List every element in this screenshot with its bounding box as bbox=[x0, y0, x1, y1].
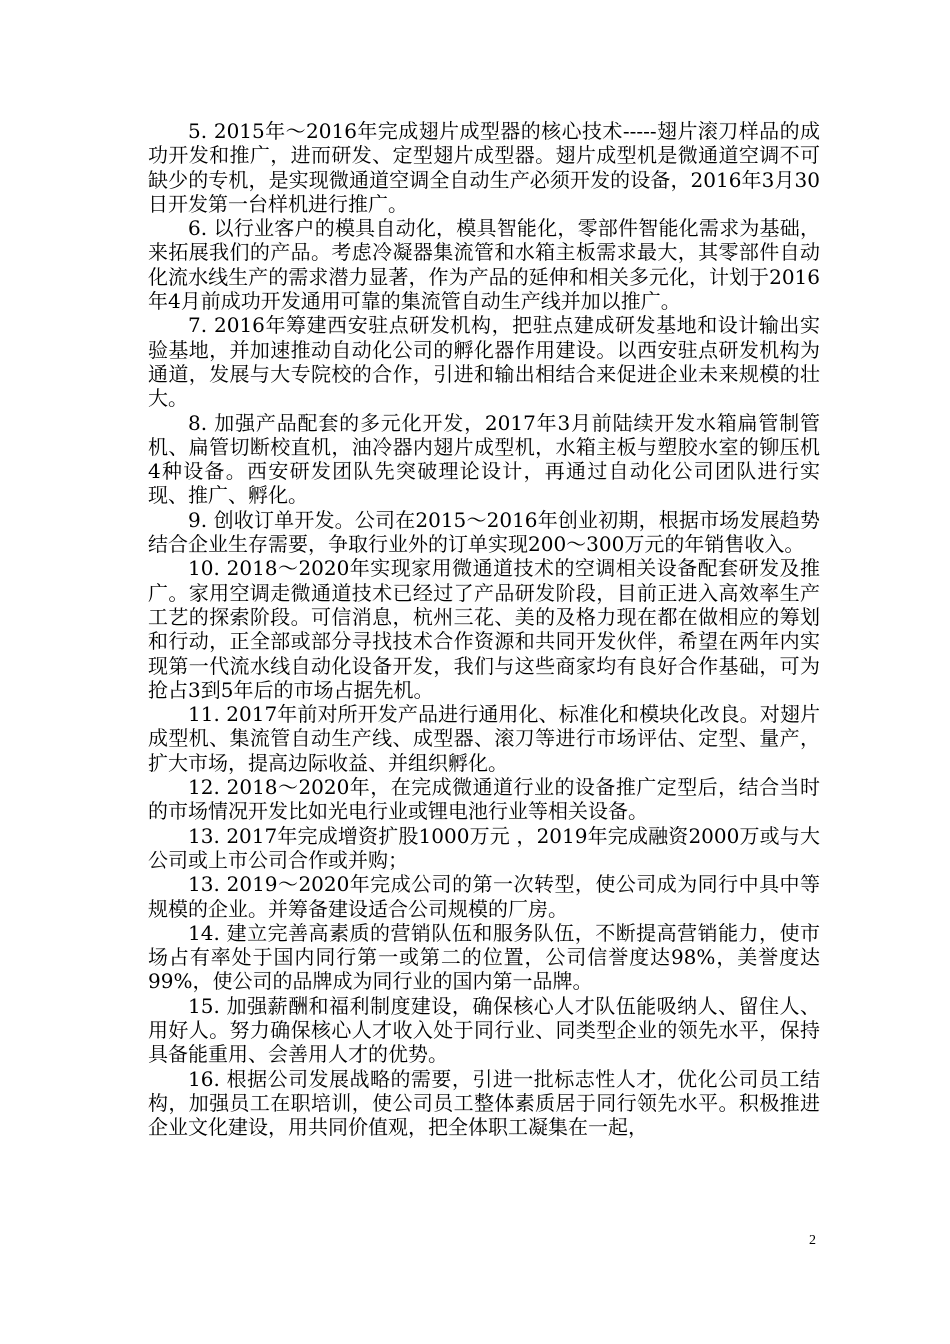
paragraph-item-9: 9. 创收订单开发。公司在2015～2016年创业初期，根据市场发展趋势结合企业生存需要，争取行业外的订单实现200～300万元的年销售收入。 bbox=[148, 507, 820, 557]
paragraph-item-15: 15. 加强薪酬和福利制度建设，确保核心人才队伍能吸纳人、留住人、用好人。努力确保核心人才收入处于同行业、同类型企业的领先水平，保持具备能重用、会善用人才的优势。 bbox=[148, 993, 820, 1067]
paragraph-item-16: 16. 根据公司发展战略的需要，引进一批标志性人才，优化公司员工结构，加强员工在职培训，使公司员工整体素质居于同行领先水平。积极推进企业文化建设，用共同价值观，把全体职工凝集在一起， bbox=[148, 1066, 820, 1140]
paragraph-item-13b: 13. 2019～2020年完成公司的第一次转型，使公司成为同行中具中等规模的企业。并筹备建设适合公司规模的厂房。 bbox=[148, 872, 820, 921]
paragraph-item-11: 11. 2017年前对所开发产品进行通用化、标准化和模块化改良。对翅片成型机、集流管自动生产线、成型器、滚刀等进行市场评估、定型、量产，扩大市场，提高边际收益、并组织孵化。 bbox=[148, 702, 820, 775]
document-body bbox=[148, 119, 820, 1139]
paragraph-item-14: 14. 建立完善高素质的营销队伍和服务队伍，不断提高营销能力，使市场占有率处于国内同行第一或第二的位置，公司信誉度达98%，美誉度达99%，使公司的品牌成为同行业的国内第一品牌。 bbox=[148, 920, 820, 994]
paragraph-item-7: 7. 2016年筹建西安驻点研发机构，把驻点建成研发基地和设计输出实验基地，并加速推动自动化公司的孵化器作用建设。以西安驻点研发机构为通道，发展与大专院校的合作，引进和输出相结合来促进企业未来规模的壮大。 bbox=[148, 313, 820, 411]
paragraph-item-13a: 13. 2017年完成增资扩股1000万元 ，2019年完成融资2000万或与大公司或上市公司合作或并购； bbox=[148, 823, 820, 872]
paragraph-item-8: 8. 加强产品配套的多元化开发，2017年3月前陆续开发水箱扁管制管机、扁管切断校直机，油冷器内翅片成型机，水箱主板与塑胶水室的铆压机4种设备。西安研发团队先突破理论设计，再通过自动化公司团队进行实现、推广、孵化。 bbox=[148, 410, 820, 508]
paragraph-item-6: 6. 以行业客户的模具自动化，模具智能化，零部件智能化需求为基础，来拓展我们的产品。考虑冷凝器集流管和水箱主板需求最大，其零部件自动化流水线生产的需求潜力显著，作为产品的延伸和相关多元化，计划于2016年4月前成功开发通用可靠的集流管自动生产线并加以推广。 bbox=[148, 216, 820, 314]
paragraph-item-12: 12. 2018～2020年，在完成微通道行业的设备推广定型后，结合当时的市场情况开发比如光电行业或锂电池行业等相关设备。 bbox=[148, 775, 820, 824]
paragraph-item-5: 5. 2015年～2016年完成翅片成型器的核心技术-----翅片滚刀样品的成功开发和推广，进而研发、定型翅片成型器。翅片成型机是微通道空调不可缺少的专机，是实现微通道空调全自动生产必须开发的设备，2016年3月30日开发第一台样机进行推广。 bbox=[148, 119, 820, 216]
paragraph-item-10: 10. 2018～2020年实现家用微通道技术的空调相关设备配套研发及推广。家用空调走微通道技术已经过了产品研发阶段，目前正进入高效率生产工艺的探索阶段。可信消息，杭州三花、美的及格力现在都在做相应的筹划和行动，正全部或部分寻找技术合作资源和共同开发伙伴，希望在两年内实现第一代流水线自动化设备开发，我们与这些商家均有良好合作基础，可为抢占3到5年后的市场占据先机。 bbox=[148, 556, 820, 702]
page-number: 2 bbox=[809, 1233, 816, 1248]
